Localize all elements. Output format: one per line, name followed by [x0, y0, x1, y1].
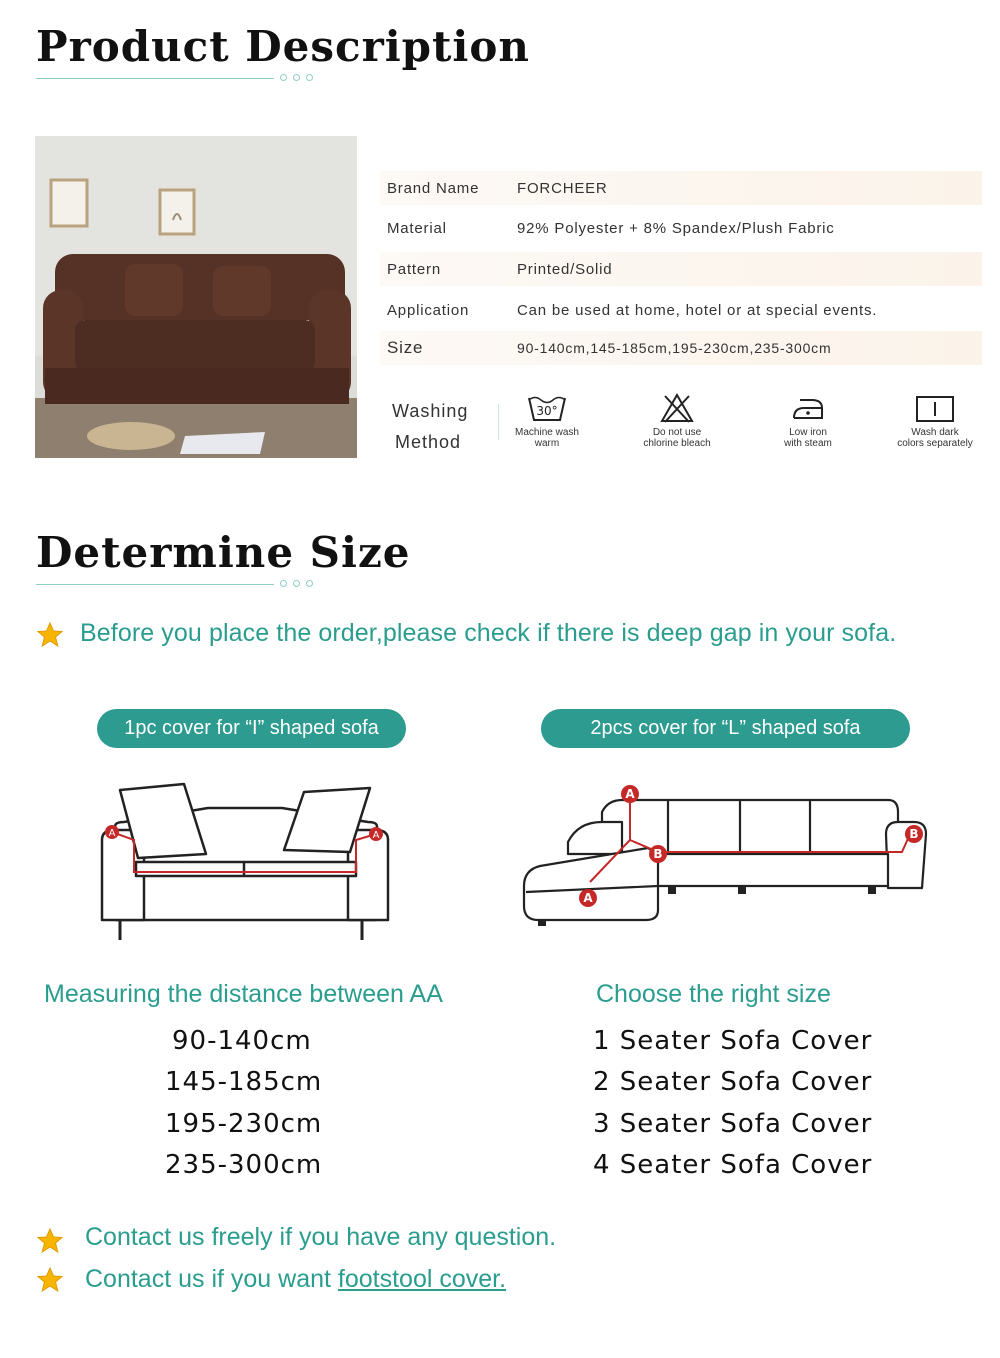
- cushion-left: [125, 264, 183, 316]
- star-icon: [36, 621, 64, 649]
- wash-icon-caption: warm: [534, 438, 560, 449]
- spec-row-size: [380, 331, 982, 365]
- wash-icon-caption: colors separately: [897, 438, 973, 449]
- pill-l-shaped: 2pcs cover for “L” shaped sofa: [541, 709, 910, 748]
- size-item: 195-230cm: [165, 1109, 323, 1139]
- spec-row-pattern: [380, 252, 982, 286]
- product-photo: [35, 136, 357, 458]
- contact-footstool-prefix: Contact us if you want: [85, 1265, 338, 1293]
- wall-frame-right: [160, 190, 194, 234]
- i-sofa-diagram: [98, 780, 393, 950]
- svg-text:A: A: [625, 787, 635, 801]
- size-item: 145-185cm: [165, 1067, 323, 1097]
- washing-divider: [498, 404, 499, 440]
- washing-method-label: [392, 396, 468, 458]
- spec-row-application: [380, 293, 982, 327]
- spec-row-brand: [380, 171, 982, 205]
- svg-text:A: A: [108, 828, 116, 839]
- marker-a-bottom: [579, 889, 597, 907]
- l-sofa-diagram: [518, 782, 930, 938]
- star-icon: [36, 1227, 64, 1255]
- footstool-cover-link[interactable]: footstool cover.: [337, 1265, 507, 1293]
- spec-row-material: [380, 211, 982, 245]
- choose-heading: Choose the right size: [596, 980, 831, 1008]
- spec-value: FORCHEER: [517, 179, 608, 197]
- marker-b-right: [905, 825, 923, 843]
- star-icon: [36, 1266, 64, 1294]
- wash-icon-caption: Machine wash: [515, 427, 579, 438]
- spec-value: Can be used at home, hotel or at special events.: [517, 301, 878, 319]
- gap-notice: Before you place the order,please check if there is deep gap in your sofa.: [80, 619, 897, 647]
- size-item: 90-140cm: [172, 1026, 312, 1056]
- title-underline: [36, 78, 274, 79]
- spec-value: Printed/Solid: [517, 260, 613, 278]
- marker-a-right: [369, 827, 383, 841]
- spec-label: Pattern: [387, 260, 441, 278]
- contact-footstool: [85, 1265, 506, 1294]
- svg-text:B: B: [909, 827, 919, 841]
- cover-item: 1 Seater Sofa Cover: [593, 1026, 873, 1056]
- wash-icon-caption: Low iron: [789, 427, 827, 438]
- spec-label: Size: [387, 338, 424, 357]
- cover-item: 4 Seater Sofa Cover: [593, 1150, 873, 1180]
- title-underline: [36, 584, 274, 585]
- measure-heading: Measuring the distance between AA: [44, 980, 443, 1008]
- svg-text:B: B: [653, 847, 663, 861]
- contact-question: Contact us freely if you have any question.: [85, 1223, 557, 1251]
- sofa-back: [55, 254, 345, 320]
- spec-label: Material: [387, 219, 447, 237]
- wall-frame-left: [51, 180, 87, 226]
- wash-icon-caption: chlorine bleach: [643, 438, 711, 449]
- wash-icon-caption: Wash dark: [911, 427, 959, 438]
- cover-item: 2 Seater Sofa Cover: [593, 1067, 873, 1097]
- low-iron-icon: [766, 392, 850, 449]
- size-item: 235-300cm: [165, 1150, 323, 1180]
- svg-text:A: A: [583, 891, 593, 905]
- spec-label: Brand Name: [387, 179, 480, 197]
- title-dots: [280, 74, 313, 81]
- marker-a-top: [621, 785, 639, 803]
- spec-label: Application: [387, 301, 470, 319]
- washing-label-line1: Washing: [392, 401, 469, 421]
- svg-text:A: A: [372, 830, 380, 841]
- wash-icon-caption: Do not use: [652, 427, 702, 438]
- spec-value: 92% Polyester + 8% Spandex/Plush Fabric: [517, 219, 835, 237]
- wash-dark-separately-icon: [888, 394, 982, 449]
- washing-label-line2: Method: [395, 432, 462, 452]
- product-description-title: Product Description: [36, 22, 530, 71]
- wash-temperature: 30°: [536, 404, 558, 418]
- cover-item: 3 Seater Sofa Cover: [593, 1109, 873, 1139]
- title-dots: [280, 580, 313, 587]
- machine-wash-warm-icon: [505, 394, 589, 449]
- sofa-seat: [75, 320, 315, 372]
- spec-value: 90-140cm,145-185cm,195-230cm,235-300cm: [517, 340, 832, 356]
- marker-a-left: [105, 825, 119, 839]
- no-bleach-icon: [630, 392, 724, 449]
- cushion-right: [213, 266, 271, 316]
- pouf: [87, 422, 175, 450]
- marker-b-left: [649, 845, 667, 863]
- pill-i-shaped: 1pc cover for “I” shaped sofa: [97, 709, 406, 748]
- wash-icon-caption: with steam: [784, 438, 832, 449]
- determine-size-title: Determine Size: [36, 528, 411, 577]
